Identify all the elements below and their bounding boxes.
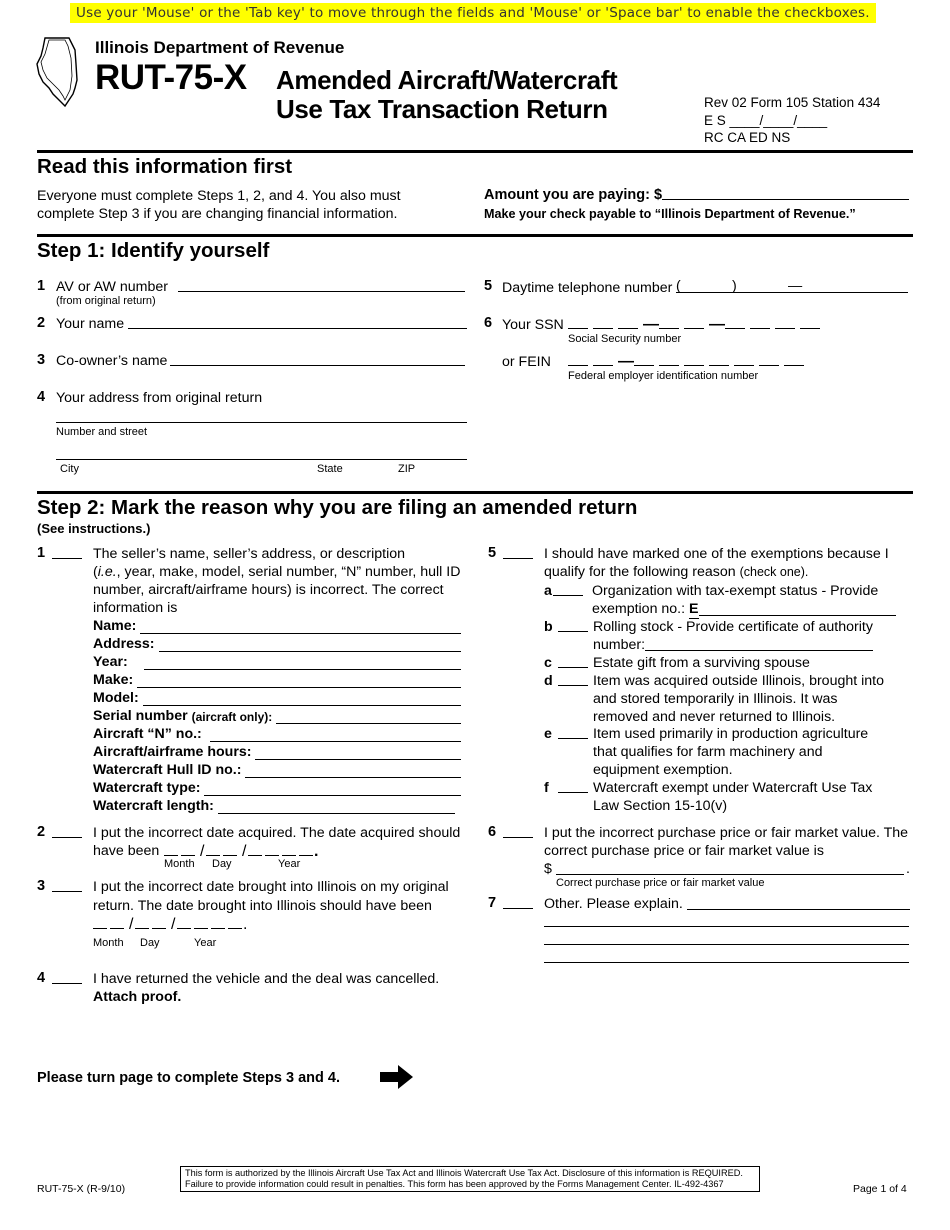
notice-line: Failure to provide information could result in penalties. This form has been approved by the Forms Management Center. IL-492-4367: [185, 1179, 724, 1189]
authorization-notice: [180, 1166, 760, 1192]
reason7-checkbox[interactable]: [503, 895, 533, 909]
text-line: Law Section 15-10(v): [593, 798, 728, 814]
reason1-text: [93, 545, 463, 617]
field-label: Serial number: [93, 708, 188, 724]
payable-note: Make your check payable to “Illinois Department of Revenue.”: [484, 207, 856, 221]
watercraft-type-row: [93, 780, 461, 796]
phone-label: Daytime telephone number: [502, 280, 673, 296]
street-input[interactable]: [56, 422, 467, 423]
street-sublabel: Number and street: [56, 426, 148, 438]
info-text: Everyone must complete Steps 1, 2, and 4. You also must complete Step 3 if you are changing financial information.: [37, 188, 401, 222]
option-a-checkbox[interactable]: [553, 582, 583, 596]
text-line: equipment exemption.: [593, 762, 733, 778]
reason5-checkbox[interactable]: [503, 545, 533, 559]
day-sublabel: Day: [212, 858, 232, 870]
reason6-text: I put the incorrect purchase price or fair market value. The: [544, 825, 909, 841]
other-explain-line2[interactable]: [544, 926, 909, 927]
rev-line: Rev 02 Form 105 Station 434: [704, 95, 881, 110]
reason2-text: I put the incorrect date acquired. The date acquired should: [93, 825, 461, 841]
text-fragment: exemption no.:: [592, 601, 686, 617]
field-label: Make:: [93, 672, 134, 688]
text-fragment: qualify for the following reason: [544, 564, 736, 580]
text-line: and stored temporarily in Illinois. It was: [593, 691, 838, 707]
field-number: 2: [37, 315, 46, 331]
amount-label: Amount you are paying: $: [484, 187, 663, 203]
text-line: (i.e., year, make, model, serial number, “N” number, hull ID: [93, 564, 461, 580]
field-label: Watercraft type:: [93, 780, 201, 796]
watercraft-length-input[interactable]: [218, 801, 455, 814]
field-number: 5: [484, 278, 493, 294]
option-e-text: [593, 725, 868, 779]
seller-name-input[interactable]: [140, 621, 461, 634]
amount-input[interactable]: [662, 187, 909, 200]
field-label: Address:: [93, 636, 155, 652]
option-letter: e: [544, 726, 552, 742]
option-e-checkbox[interactable]: [558, 725, 588, 739]
seller-address-input[interactable]: [159, 639, 462, 652]
av-aw-sublabel: (from original return): [56, 295, 156, 307]
reason-number: 7: [488, 895, 497, 911]
exemption-number-input[interactable]: [699, 600, 897, 616]
section-rule: [37, 234, 913, 237]
option-a-text: Organization with tax-exempt status - Provide: [592, 583, 879, 599]
field-label: Name:: [93, 618, 137, 634]
zip-sublabel: ZIP: [398, 463, 416, 475]
airframe-hours-row: [93, 744, 461, 760]
day-sublabel: Day: [140, 937, 160, 949]
reason-number: 5: [488, 545, 497, 561]
authority-number-input[interactable]: [645, 636, 873, 651]
other-explain-line3[interactable]: [544, 944, 909, 945]
exemption-prefix: E: [689, 601, 699, 617]
field-label: Model:: [93, 690, 139, 706]
field-label: Aircraft “N” no.:: [93, 726, 202, 742]
reason-number: 3: [37, 878, 46, 894]
es-line: E S ____/____/____: [704, 112, 828, 128]
option-letter: b: [544, 619, 553, 635]
text-line: number, aircraft/airframe hours) is incorrect. The correct: [93, 582, 444, 598]
exemption-row: [592, 600, 896, 619]
option-f-text: [593, 779, 872, 815]
agency-name: Illinois Department of Revenue: [95, 38, 345, 57]
info-heading: Read this information first: [37, 155, 293, 178]
option-f-checkbox[interactable]: [558, 779, 588, 793]
option-d-text: [593, 672, 884, 726]
option-c-text: Estate gift from a surviving spouse: [593, 655, 810, 671]
hull-id-row: [93, 762, 461, 778]
option-letter: f: [544, 780, 549, 796]
step2-heading: Step 2: Mark the reason why you are filing an amended return: [37, 496, 638, 519]
authority-row: [593, 636, 873, 654]
arrow-right-icon: [380, 1064, 414, 1090]
ie-text: i.e.: [97, 564, 117, 580]
illinois-state-icon: [35, 36, 83, 108]
section-rule: [37, 150, 913, 153]
text-line: Item was acquired outside Illinois, brought into: [593, 673, 885, 689]
turn-page-note: Please turn page to complete Steps 3 and 4.: [37, 1070, 340, 1086]
field-number: 3: [37, 352, 46, 368]
date-brought-input[interactable]: / / .: [93, 915, 247, 934]
ssn-label: Your SSN: [502, 317, 564, 333]
your-name-input[interactable]: [128, 328, 467, 329]
other-row: [544, 895, 910, 913]
purchase-price-row: $ .: [544, 861, 910, 877]
year-row: [93, 654, 461, 670]
text-fragment: Other. Please explain.: [544, 896, 683, 912]
ssn-input[interactable]: — —: [568, 315, 825, 334]
model-input[interactable]: [143, 693, 461, 706]
year-input[interactable]: [144, 657, 461, 670]
option-b-text: Rolling stock - Provide certificate of authority: [593, 619, 873, 635]
text-fragment: , year, make, model, serial number, “N” number, hull ID: [116, 564, 461, 580]
notice-line: This form is authorized by the Illinois Aircraft Use Tax Act and Illinois Watercraft Use Tax Act. Disclosure of this information is REQUIRED.: [185, 1168, 743, 1178]
reason5-text: I should have marked one of the exemptions because I: [544, 546, 889, 562]
co-owner-label: Co-owner’s name: [56, 353, 168, 369]
reason4-attach: Attach proof.: [93, 989, 182, 1005]
option-letter: c: [544, 655, 552, 671]
form-title-line1: Amended Aircraft/Watercraft: [276, 65, 618, 95]
co-owner-name-input[interactable]: [170, 365, 465, 366]
reason3-text: I put the incorrect date brought into Illinois on my original: [93, 879, 449, 895]
fein-label: or FEIN: [502, 354, 551, 370]
serial-row: [93, 708, 461, 724]
ssn-sublabel: Social Security number: [568, 333, 682, 345]
field-label: Year:: [93, 654, 128, 670]
field-label-suffix: (aircraft only):: [191, 710, 273, 724]
serial-number-input[interactable]: [276, 711, 461, 724]
step2-subheading: (See instructions.): [37, 521, 151, 536]
reason2-text-b: have been: [93, 843, 160, 859]
make-input[interactable]: [137, 675, 461, 688]
fein-sublabel: Federal employer identification number: [568, 370, 759, 382]
text-line: The seller’s name, seller’s address, or description: [93, 546, 406, 562]
address-label: Your address from original return: [56, 390, 263, 406]
make-row: [93, 672, 461, 688]
reason-number: 1: [37, 545, 46, 561]
seller-address-row: [93, 636, 461, 652]
reason-number: 6: [488, 824, 497, 840]
month-sublabel: Month: [164, 858, 195, 870]
watercraft-length-row: [93, 798, 455, 814]
date-acquired-input[interactable]: / / .: [164, 842, 318, 861]
text-line: removed and never returned to Illinois.: [593, 709, 836, 725]
office-codes: RC CA ED NS: [704, 130, 791, 145]
text-line: Watercraft exempt under Watercraft Use Tax: [593, 780, 873, 796]
section-rule: [37, 491, 913, 494]
hull-id-input[interactable]: [245, 765, 461, 778]
option-letter: d: [544, 673, 553, 689]
airframe-hours-input[interactable]: [255, 747, 461, 760]
field-number: 4: [37, 389, 46, 405]
year-sublabel: Year: [278, 858, 301, 870]
model-row: [93, 690, 461, 706]
reason5-text-b: [544, 563, 808, 581]
state-sublabel: State: [317, 463, 343, 475]
option-d-checkbox[interactable]: [558, 672, 588, 686]
reason6-text-b: correct purchase price or fair market value is: [544, 843, 824, 859]
purchase-price-input[interactable]: [556, 860, 904, 875]
text-line: information is: [93, 600, 178, 616]
amount-paying-row: [484, 187, 909, 203]
reason4-checkbox[interactable]: [52, 970, 82, 984]
other-explain-line4[interactable]: [544, 962, 909, 963]
field-label: Watercraft length:: [93, 798, 214, 814]
seller-name-row: [93, 618, 461, 634]
dollar-sign: $: [544, 861, 552, 877]
year-sublabel: Year: [194, 937, 217, 949]
av-aw-number-input[interactable]: [178, 291, 465, 292]
field-label: Aircraft/airframe hours:: [93, 744, 252, 760]
reason4-text: I have returned the vehicle and the deal was cancelled.: [93, 971, 440, 987]
phone-input[interactable]: ( ) —: [676, 277, 908, 293]
form-revision: RUT-75-X (R-9/10): [37, 1183, 126, 1195]
form-number: RUT-75-X: [95, 58, 247, 97]
instruction-banner: Use your 'Mouse' or the 'Tab key' to move through the fields and 'Mouse' or 'Space bar' to enable the checkboxes.: [70, 3, 876, 23]
n-number-row: [93, 726, 461, 742]
text-line: that qualifies for farm machinery and: [593, 744, 823, 760]
field-number: 6: [484, 315, 493, 331]
watercraft-type-input[interactable]: [204, 783, 461, 796]
office-use-block: [704, 94, 880, 147]
reason3-checkbox[interactable]: [52, 878, 82, 892]
your-name-label: Your name: [56, 316, 125, 332]
av-aw-label: AV or AW number: [56, 279, 168, 295]
reason6-checkbox[interactable]: [503, 824, 533, 838]
page-number: Page 1 of 4: [853, 1183, 907, 1195]
option-letter: a: [544, 583, 552, 599]
step1-heading: Step 1: Identify yourself: [37, 239, 270, 262]
month-sublabel: Month: [93, 937, 124, 949]
field-number: 1: [37, 278, 46, 294]
n-number-input[interactable]: [210, 729, 461, 742]
fein-input[interactable]: —: [568, 352, 809, 371]
other-explain-input[interactable]: [687, 895, 910, 910]
form-title-line2: Use Tax Transaction Return: [276, 94, 608, 124]
field-label: Watercraft Hull ID no.:: [93, 762, 242, 778]
reason3-text-b: return. The date brought into Illinois should have been: [93, 898, 432, 914]
option-c-checkbox[interactable]: [558, 654, 588, 668]
reason-number: 4: [37, 970, 46, 986]
reason1-checkbox[interactable]: [52, 545, 82, 559]
text-fragment: number:: [593, 637, 646, 653]
reason-number: 2: [37, 824, 46, 840]
check-one-note: (check one).: [739, 565, 809, 579]
form-title: [276, 66, 617, 124]
purchase-price-sublabel: Correct purchase price or fair market value: [556, 877, 765, 889]
reason2-checkbox[interactable]: [52, 824, 82, 838]
option-b-checkbox[interactable]: [558, 618, 588, 632]
city-sublabel: City: [60, 463, 79, 475]
text-line: Item used primarily in production agriculture: [593, 726, 869, 742]
city-state-zip-input[interactable]: [56, 459, 467, 460]
